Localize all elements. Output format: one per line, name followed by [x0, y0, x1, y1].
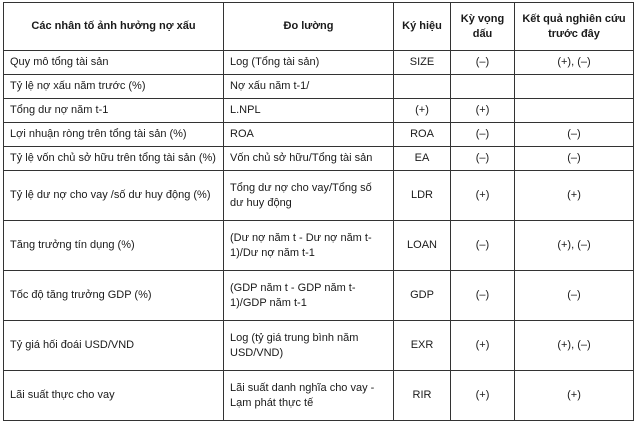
- cell-measure: (GDP năm t - GDP năm t-1)/GDP năm t-1: [224, 271, 394, 321]
- cell-factor: Tỷ lệ dư nợ cho vay /số dư huy động (%): [4, 171, 224, 221]
- cell-symbol: LOAN: [394, 221, 451, 271]
- cell-measure: Log (Tổng tài sản): [224, 51, 394, 75]
- table-row: [4, 99, 634, 123]
- table-row: [4, 123, 634, 147]
- table-row: [4, 147, 634, 171]
- cell-expected: (–): [451, 221, 515, 271]
- cell-symbol: LDR: [394, 171, 451, 221]
- cell-factor: Tỷ lệ nợ xấu năm trước (%): [4, 75, 224, 99]
- cell-factor: Lãi suất thực cho vay: [4, 371, 224, 421]
- cell-factor: Tốc độ tăng trưởng GDP (%): [4, 271, 224, 321]
- cell-expected: (–): [451, 147, 515, 171]
- cell-factor: Tỷ giá hối đoái USD/VND: [4, 321, 224, 371]
- cell-factor: Quy mô tổng tài sản: [4, 51, 224, 75]
- cell-expected: [451, 75, 515, 99]
- header-prior-results: Kết quả nghiên cứu trước đây: [515, 3, 634, 51]
- cell-expected: (–): [451, 123, 515, 147]
- cell-prior: (–): [515, 147, 634, 171]
- cell-expected: (+): [451, 321, 515, 371]
- cell-expected: (–): [451, 271, 515, 321]
- cell-prior: [515, 99, 634, 123]
- cell-prior: (+), (–): [515, 221, 634, 271]
- cell-expected: (+): [451, 99, 515, 123]
- cell-factor: Lợi nhuận ròng trên tổng tài sản (%): [4, 123, 224, 147]
- cell-symbol: GDP: [394, 271, 451, 321]
- cell-symbol: EA: [394, 147, 451, 171]
- cell-prior: (+), (–): [515, 51, 634, 75]
- table-row: [4, 75, 634, 99]
- cell-symbol: [394, 75, 451, 99]
- cell-measure: Tổng dư nợ cho vay/Tổng số dư huy động: [224, 171, 394, 221]
- table-row: [4, 221, 634, 271]
- cell-measure: (Dư nợ năm t - Dư nợ năm t-1)/Dư nợ năm t-1: [224, 221, 394, 271]
- cell-measure: ROA: [224, 123, 394, 147]
- cell-measure: Vốn chủ sở hữu/Tổng tài sản: [224, 147, 394, 171]
- cell-prior: (–): [515, 271, 634, 321]
- header-factor: Các nhân tố ảnh hưởng nợ xấu: [4, 3, 224, 51]
- table-row: [4, 321, 634, 371]
- cell-measure: Lãi suất danh nghĩa cho vay - Lạm phát thực tế: [224, 371, 394, 421]
- cell-prior: (+), (–): [515, 321, 634, 371]
- table-row: [4, 171, 634, 221]
- table-row: [4, 271, 634, 321]
- cell-symbol: ROA: [394, 123, 451, 147]
- cell-prior: (+): [515, 171, 634, 221]
- cell-symbol: SIZE: [394, 51, 451, 75]
- cell-measure: Nợ xấu năm t-1/: [224, 75, 394, 99]
- cell-symbol: RIR: [394, 371, 451, 421]
- table-row: [4, 51, 634, 75]
- cell-factor: Tổng dư nợ năm t-1: [4, 99, 224, 123]
- header-row: [4, 3, 634, 51]
- cell-expected: (–): [451, 51, 515, 75]
- cell-prior: [515, 75, 634, 99]
- cell-measure: L.NPL: [224, 99, 394, 123]
- cell-expected: (+): [451, 371, 515, 421]
- cell-prior: (–): [515, 123, 634, 147]
- header-expected-sign: Kỳ vọng dấu: [451, 3, 515, 51]
- cell-expected: (+): [451, 171, 515, 221]
- cell-prior: (+): [515, 371, 634, 421]
- cell-factor: Tăng trưởng tín dụng (%): [4, 221, 224, 271]
- header-symbol: Ký hiệu: [394, 3, 451, 51]
- cell-symbol: EXR: [394, 321, 451, 371]
- research-variables-table: [3, 2, 634, 421]
- table-row: [4, 371, 634, 421]
- cell-factor: Tỷ lệ vốn chủ sở hữu trên tổng tài sản (%): [4, 147, 224, 171]
- cell-measure: Log (tỷ giá trung bình năm USD/VND): [224, 321, 394, 371]
- cell-symbol: (+): [394, 99, 451, 123]
- header-measure: Đo lường: [224, 3, 394, 51]
